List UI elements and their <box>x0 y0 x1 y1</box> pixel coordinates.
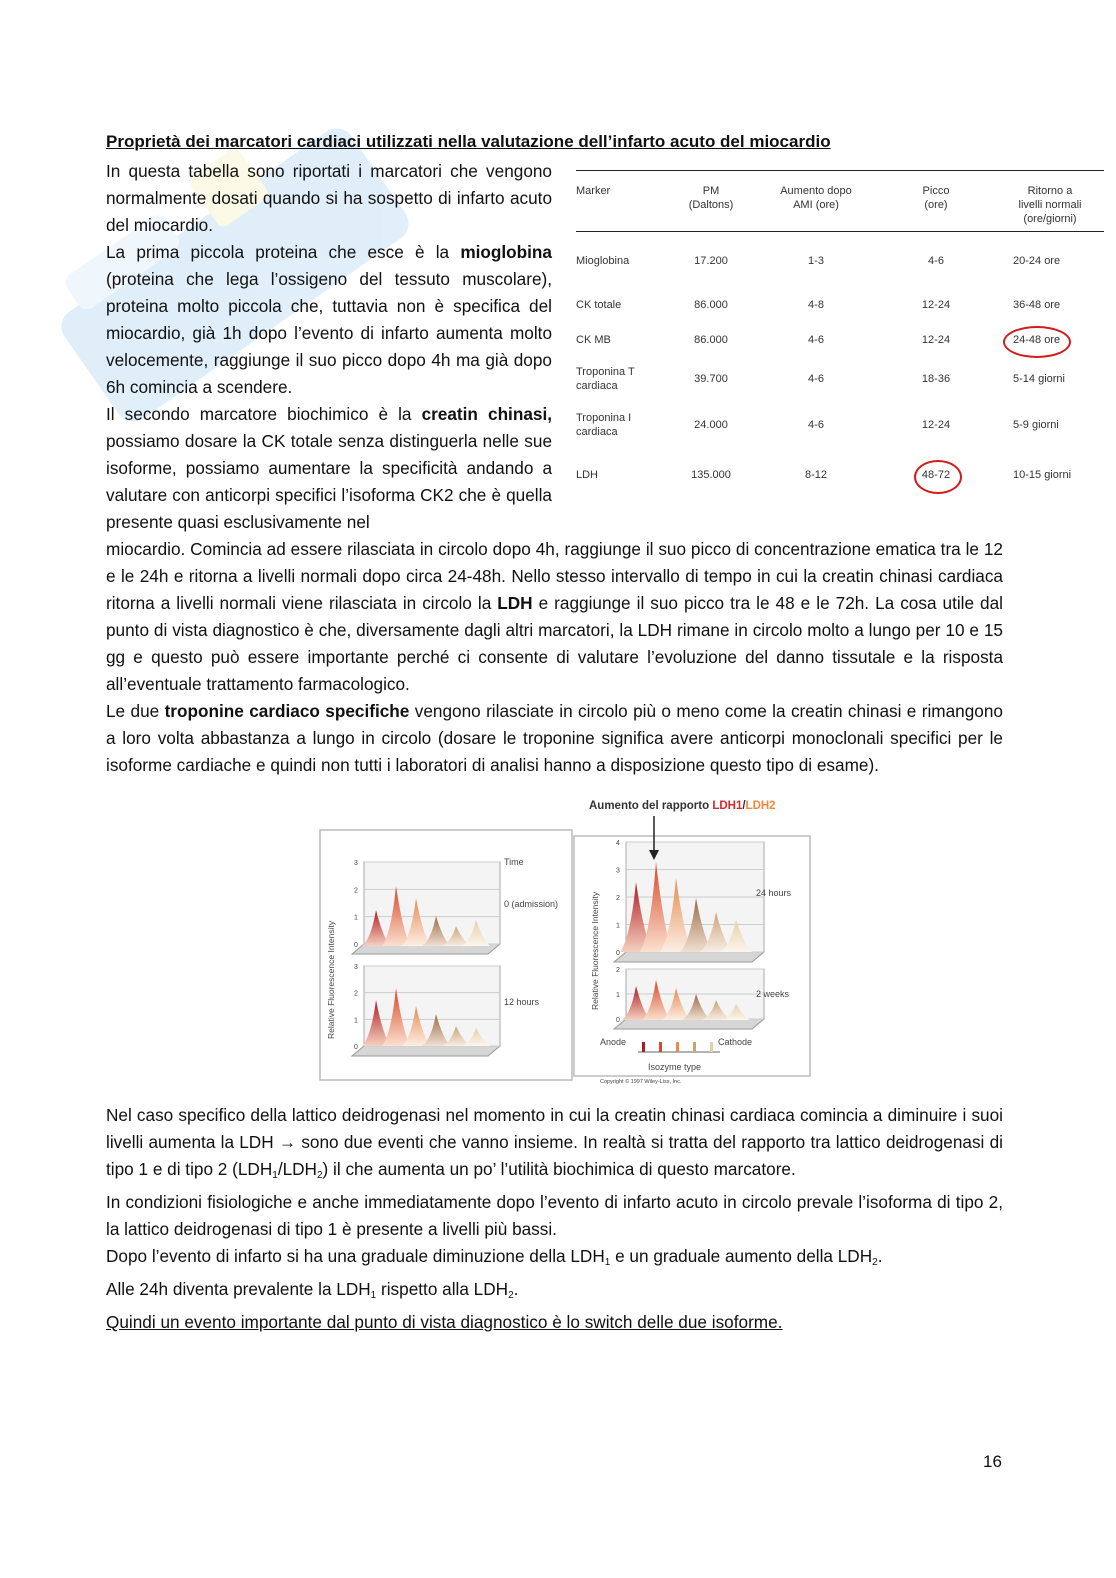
axis-tick: 1 <box>616 992 620 999</box>
table-cell: 48-72 <box>921 469 951 481</box>
axis-tick: 2 <box>616 967 620 974</box>
isozyme-band <box>710 1042 713 1052</box>
anode-label: Anode <box>600 1037 627 1047</box>
axis-tick: 0 <box>354 942 358 949</box>
table-cell: 12-24 <box>921 334 951 346</box>
isozyme-band <box>642 1042 645 1052</box>
axis-tick: 0 <box>616 1017 620 1024</box>
axis-tick: 4 <box>616 840 620 847</box>
table-cell: Mioglobina <box>576 255 630 267</box>
axis-tick: 2 <box>354 887 358 895</box>
axis-tick: 0 <box>616 950 620 957</box>
table-cell: 4-6 <box>928 255 944 267</box>
2-weeks-label: 2 weeks <box>756 989 790 999</box>
page-number: 16 <box>983 1452 1002 1471</box>
table-cell: 4-6 <box>808 419 824 431</box>
table-header-4: Ritorno a livelli normali (ore/giorni) <box>1018 185 1082 225</box>
time-label: Time <box>504 857 524 867</box>
table-cell: 4-6 <box>808 373 824 385</box>
ck-ldh-paragraph: miocardio. Comincia ad essere rilasciata in circolo dopo 4h, raggiunge il suo picco di concentrazione ematica tra le 12 e le 24h e ritorna a livelli normali dopo circa 24-48h. Nello stesso intervallo di tempo in cui la creatin chinasi cardiaca ritorna a livelli normali viene rilasciata in circolo la LDH e raggiunge il suo picco tra le 48 e le 72h. La cosa utile dal punto di vista diagnostico è che, diversamente dagli altri marcatori, la LDH rimane in circolo molto a lungo per 10 e 15 gg e questo può essere importante perché ci consente di valutare l’evoluzione del danno tissutale e la risposta all’eventuale trattamento farmacologico. Le due troponine cardiaco specifiche vengono rilasciate in circolo più o meno come la creatin chinasi e rimangono a loro volta abbastanza a lungo in circolo (dosare le troponine significa avere anticorpi monoclonali specifici per le isoforme cardiache e quindi non tutti i laboratori di analisi hanno a disposizione questo tipo di esame). <box>106 539 1003 775</box>
table-header-0: Marker <box>576 185 611 197</box>
axis-tick: 0 <box>354 1044 358 1051</box>
table-cell: 17.200 <box>694 255 728 267</box>
table-header-1: PM (Daltons) <box>688 185 734 211</box>
table-header-3: Picco (ore) <box>922 185 950 211</box>
table-cell: 5-9 giorni <box>1013 419 1059 431</box>
table-cell: 4-6 <box>808 334 824 346</box>
table-cell: 10-15 giorni <box>1013 469 1072 481</box>
axis-tick: 2 <box>616 895 620 902</box>
figure-title: Aumento del rapporto LDH1/LDH2 <box>589 800 776 812</box>
isozyme-type-label: Isozyme type <box>648 1062 702 1072</box>
axis-tick: 1 <box>354 1017 358 1025</box>
cathode-label: Cathode <box>718 1037 753 1047</box>
table-cell: Troponina I cardiaca <box>576 412 632 438</box>
y-axis-label-right: Relative Fluorescence Intensity <box>590 891 600 1010</box>
circle-ckmb-return <box>1003 326 1071 358</box>
table-cell: 1-3 <box>808 255 824 267</box>
table-cell: 5-14 giorni <box>1013 373 1065 385</box>
24-hours-label: 24 hours <box>756 888 792 898</box>
table-cell: 86.000 <box>694 299 728 311</box>
isozyme-band <box>676 1042 679 1052</box>
axis-tick: 2 <box>354 990 358 998</box>
axis-tick: 3 <box>616 867 620 875</box>
table-cell: 135.000 <box>691 469 731 481</box>
table-cell: CK totale <box>576 299 622 311</box>
axis-tick: 3 <box>354 964 358 971</box>
table-cell: 8-12 <box>804 469 828 481</box>
page-heading: Proprietà dei marcatori cardiaci utilizzati nella valutazione dell’infarto acuto del miocardio <box>106 132 831 151</box>
12-hours-label: 12 hours <box>504 997 540 1007</box>
table-cell: 39.700 <box>694 373 728 385</box>
y-axis-label-left: Relative Fluorescence Intensity <box>326 920 336 1039</box>
intro-paragraph: In questa tabella sono riportati i marcatori che vengono normalmente dosati quando si ha sospetto di infarto acuto del miocardio. La prima piccola proteina che esce è la mioglobina (proteina che lega l’ossigeno del tessuto muscolare), proteina molto piccola che, tuttavia non è specifica del miocardio, già 1h dopo l’evento di infarto aumenta molto velocemente, raggiunge il suo picco dopo 4h ma già dopo 6h comincia a scendere. Il secondo marcatore biochimico è la creatin chinasi, possiamo dosare la CK totale senza distinguerla nelle sue isoforme, possiamo aumentare la specificità andando a valutare con anticorpi specifici l’isoforma CK2 che è quella presente quasi esclusivamente nel <box>106 161 553 532</box>
table-header-2: Aumento dopo AMI (ore) <box>780 185 852 211</box>
table-cell: Troponina T cardiaca <box>576 366 635 392</box>
axis-tick: 3 <box>354 860 358 867</box>
admission-label: 0 (admission) <box>504 899 559 909</box>
table-cell: 24.000 <box>694 419 728 431</box>
axis-tick: 1 <box>354 914 358 922</box>
isozyme-band <box>659 1042 662 1052</box>
table-cell: 24-48 ore <box>1013 334 1061 346</box>
table-cell: 20-24 ore <box>1013 255 1061 267</box>
table-cell: LDH <box>576 469 599 481</box>
axis-tick: 1 <box>616 922 620 930</box>
table-cell: 86.000 <box>694 334 728 346</box>
table-cell: 4-8 <box>808 299 824 311</box>
copyright-label: Copyright © 1997 Wiley-Liss, Inc. <box>600 1079 682 1085</box>
table-cell: CK MB <box>576 334 611 346</box>
circle-ldh-peak <box>914 460 962 494</box>
table-cell: 12-24 <box>921 299 951 311</box>
ldh-isozyme-figure <box>318 814 818 1089</box>
isozyme-band <box>693 1042 696 1052</box>
table-cell: 36-48 ore <box>1013 299 1061 311</box>
table-cell: 12-24 <box>921 419 951 431</box>
table-cell: 18-36 <box>921 373 951 385</box>
ldh-ratio-paragraph: Nel caso specifico della lattico deidrogenasi nel momento in cui la creatin chinasi cardiaca comincia a diminuire i suoi livelli aumenta la LDH → sono due eventi che vanno insieme. In realtà si tratta del rapporto tra lattico deidrogenasi di tipo 1 e di tipo 2 $(LDH_1/LDH_2)$ il che aumenta un po’ l’utilità biochimica di questo marcatore. In condizioni fisiologiche e anche immediatamente dopo l’evento di infarto acuto in circolo prevale l’isoforma di tipo 2, la lattico deidrogenasi di tipo 1 è presente a livelli più bassi. Dopo l’evento di infarto si ha una graduale diminuzione della $LDH_1$ e un graduale aumento della $LDH_2$. Alle 24h diventa prevalente la $LDH_1$ rispetto alla $LDH_2$. Quindi un evento importante dal punto di vista diagnostico è lo switch delle due isoforme. <box>106 1105 1003 1332</box>
